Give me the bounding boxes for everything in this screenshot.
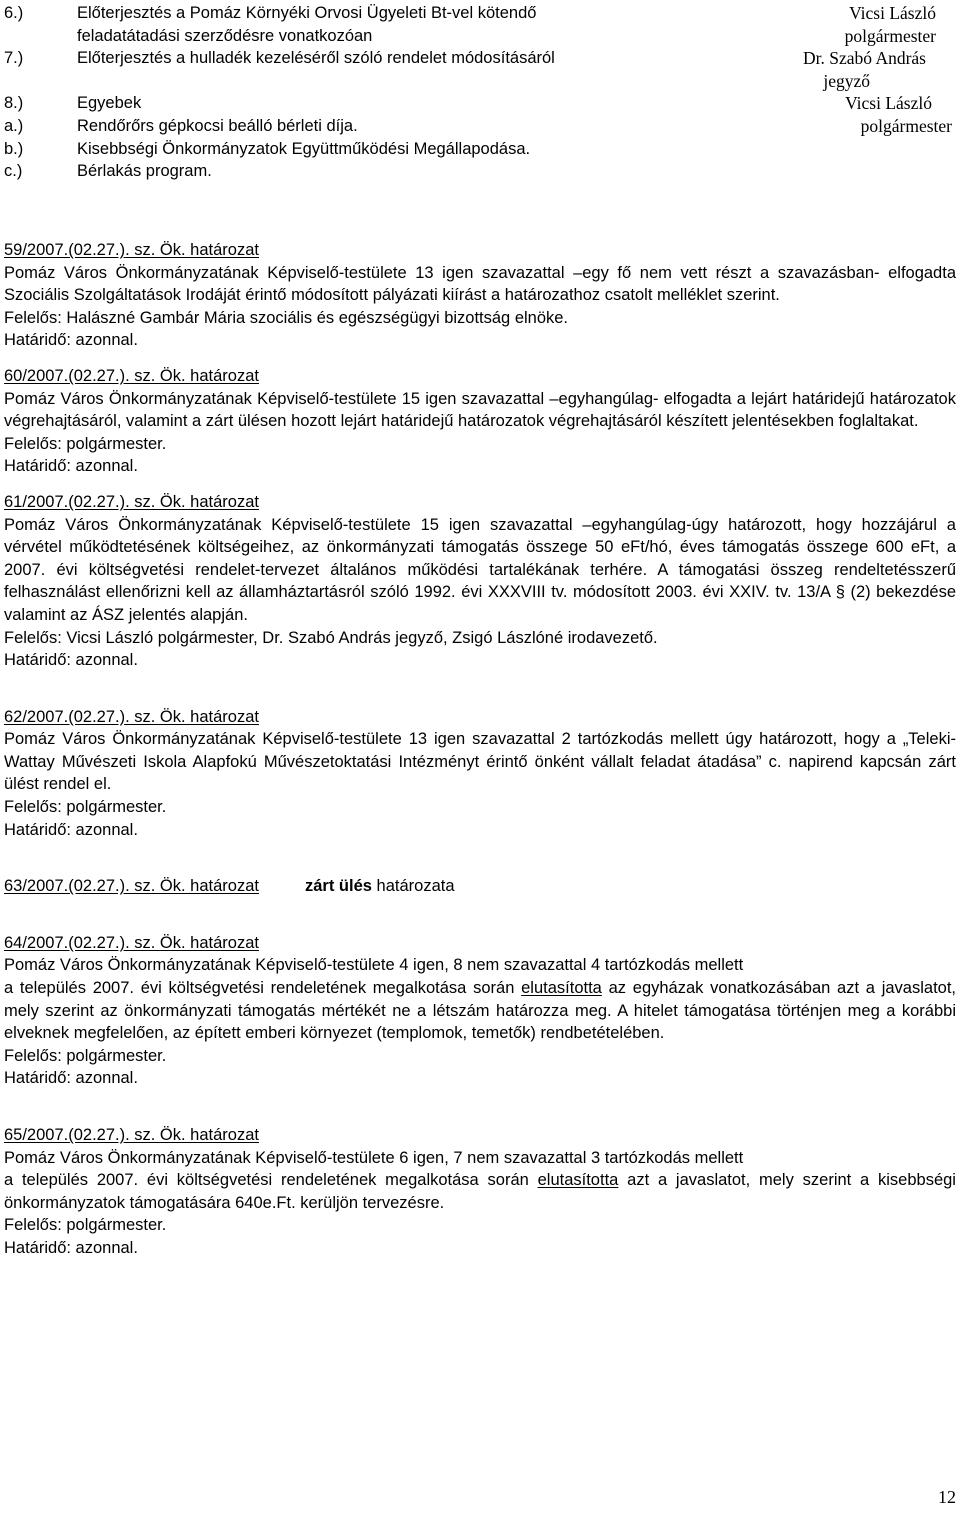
responsible-line: Felelős: Vicsi László polgármester, Dr. Szabó András jegyző, Zsigó Lászlóné irodavezető. <box>4 628 658 647</box>
rejected-word: elutasította <box>521 979 602 998</box>
resolution-header: 65/2007.(02.27.). sz. Ök. határozat <box>4 1126 259 1144</box>
resolution-63 <box>4 875 956 898</box>
responsible-line: Felelős: polgármester. <box>4 1046 167 1065</box>
closed-session-label: zárt ülés <box>304 877 372 896</box>
resolution-59 <box>4 239 956 352</box>
resolution-62 <box>4 706 956 842</box>
resolution-header: 59/2007.(02.27.). sz. Ök. határozat <box>4 241 259 259</box>
agenda-text: Kisebbségi Önkormányzatok Együttműködési Megállapodása. <box>77 139 531 158</box>
resolution-body <box>4 1169 956 1214</box>
resolution-header: 62/2007.(02.27.). sz. Ök. határozat <box>4 707 259 726</box>
closed-session-suffix: határozata <box>376 877 455 896</box>
presenter-name: Vicsi László <box>849 3 936 23</box>
presenter-name: Dr. Szabó András <box>803 48 926 69</box>
responsible-line: Felelős: polgármester. <box>4 434 167 453</box>
resolution-first-line: Pomáz Város Önkormányzatának Képviselő-testülete 4 igen, 8 nem szavazattal 4 tartózkodás mellett <box>4 956 744 975</box>
resolution-body: Pomáz Város Önkormányzatának Képviselő-testülete 15 igen szavazattal –egyhangúlag-úgy határozott, hogy hozzájárul a vérvétel működtetésének költségeihez, az önkormányzati támogatás összege 50 eFt/hó, éves támogatás összege 600 eFt, a 2007. évi költségvetési rendelet-tervezet általános működési tartalékának terhére. A támogatási összeg rendeltetésszerű felhasználást ellenőrizni kell az államháztartásról szóló 1992. évi XXXVIII tv. módosított 2003. évi XXIV. tv. 13/A § (2) bekezdése valamint az ÁSZ jelentés alapján. <box>4 515 956 624</box>
resolutions <box>4 239 956 1260</box>
agenda-item-7-cont <box>4 70 936 93</box>
deadline-line: Határidő: azonnal. <box>4 1069 138 1088</box>
rejected-word: elutasította <box>537 1171 619 1190</box>
resolution-60 <box>4 365 956 478</box>
resolution-64 <box>4 932 956 1090</box>
agenda-item-7 <box>4 47 936 70</box>
resolution-first-line: Pomáz Város Önkormányzatának Képviselő-testülete 6 igen, 7 nem szavazattal 3 tartózkodás mellett <box>4 1148 744 1167</box>
presenter-title: polgármester <box>860 115 952 136</box>
agenda-item-6 <box>4 2 936 25</box>
agenda-text: Bérlakás program. <box>77 162 212 181</box>
deadline-line: Határidő: azonnal. <box>4 820 138 839</box>
agenda-text: Előterjesztés a Pomáz Környéki Orvosi Ügyeleti Bt-vel kötendő <box>77 4 537 22</box>
body-text: a település 2007. évi költségvetési rendeletének megalkotása során <box>4 1171 529 1190</box>
agenda-text: Egyebek <box>77 94 142 113</box>
agenda-list <box>4 2 952 183</box>
resolution-header: 61/2007.(02.27.). sz. Ök. határozat <box>4 492 259 511</box>
resolution-61 <box>4 491 956 672</box>
agenda-item-8a <box>4 115 952 138</box>
agenda-item-8 <box>4 92 936 115</box>
resolution-header: 63/2007.(02.27.). sz. Ök. határozat <box>4 877 259 896</box>
resolution-header: 64/2007.(02.27.). sz. Ök. határozat <box>4 933 259 952</box>
agenda-number: 6.) <box>4 4 24 22</box>
agenda-item-8c <box>4 160 936 183</box>
responsible-line: Felelős: Halászné Gambár Mária szociális és egészségügyi bizottság elnöke. <box>4 308 569 327</box>
resolution-body: Pomáz Város Önkormányzatának Képviselő-testülete 13 igen szavazattal –egy fő nem vett részt a szavazásban- elfogadta Szociális Szolgáltatások Irodáját érintő módosított pályázati kiírást a határozathoz csatolt melléklet szerint. <box>4 263 956 305</box>
deadline-line: Határidő: azonnal. <box>4 651 138 670</box>
resolution-body <box>4 977 956 1045</box>
resolution-header: 60/2007.(02.27.). sz. Ök. határozat <box>4 366 259 385</box>
body-text: azt a javaslatot, mely szerint a kisebbségi önkormányzatok támogatására 640e.Ft. kerüljön tervezésre. <box>4 1171 956 1212</box>
presenter-title: jegyző <box>823 70 870 91</box>
agenda-number: 8.) <box>4 94 24 113</box>
agenda-number: b.) <box>4 139 24 158</box>
agenda-number: c.) <box>4 162 23 181</box>
agenda-item-6-cont <box>4 25 936 48</box>
presenter-title: polgármester <box>844 25 936 46</box>
deadline-line: Határidő: azonnal. <box>4 1238 138 1257</box>
body-text: a település 2007. évi költségvetési rendeletének megalkotása során <box>4 979 515 998</box>
agenda-item-8b <box>4 138 936 161</box>
agenda-text: feladatátadási szerződésre vonatkozóan <box>77 26 373 45</box>
agenda-text: Rendőrőrs gépkocsi beálló bérleti díja. <box>77 116 358 135</box>
resolution-body: Pomáz Város Önkormányzatának Képviselő-testülete 13 igen szavazattal 2 tartózkodás mellett úgy határozott, hogy a „Teleki-Wattay Művészeti Iskola Alapfokú Művészetoktatási Intézményt érintő önként vállalt feladat átadása” c. napirend kapcsán zárt ülést rendel el. <box>4 730 956 794</box>
agenda-number: 7.) <box>4 49 24 68</box>
deadline-line: Határidő: azonnal. <box>4 331 138 350</box>
agenda-text: Előterjesztés a hulladék kezeléséről szóló rendelet módosításáról <box>77 49 555 68</box>
resolution-body: Pomáz Város Önkormányzatának Képviselő-testülete 15 igen szavazattal –egyhangúlag- elfogadta a lejárt határidejű határozatok végrehajtásáról, valamint a zárt ülésen hozott lejárt határidejű határozatok végrehajtásáról készített jelentésekben foglaltakat. <box>4 389 956 431</box>
responsible-line: Felelős: polgármester. <box>4 1216 167 1235</box>
resolution-65 <box>4 1124 956 1260</box>
body-text: az egyházak vonatkozásában azt a javaslatot, mely szerint az önkormányzati támogatás mértékét ne a létszám határozza meg. A hitelet támogatása történjen meg a korábbi elveknek megfelelően, az épített emberi környezet (templomok, temetők) rendbetételében. <box>4 979 956 1043</box>
presenter-name: Vicsi László <box>845 93 932 114</box>
agenda-number: a.) <box>4 116 24 135</box>
responsible-line: Felelős: polgármester. <box>4 798 167 817</box>
page-number: 12 <box>938 1487 956 1507</box>
deadline-line: Határidő: azonnal. <box>4 457 138 476</box>
